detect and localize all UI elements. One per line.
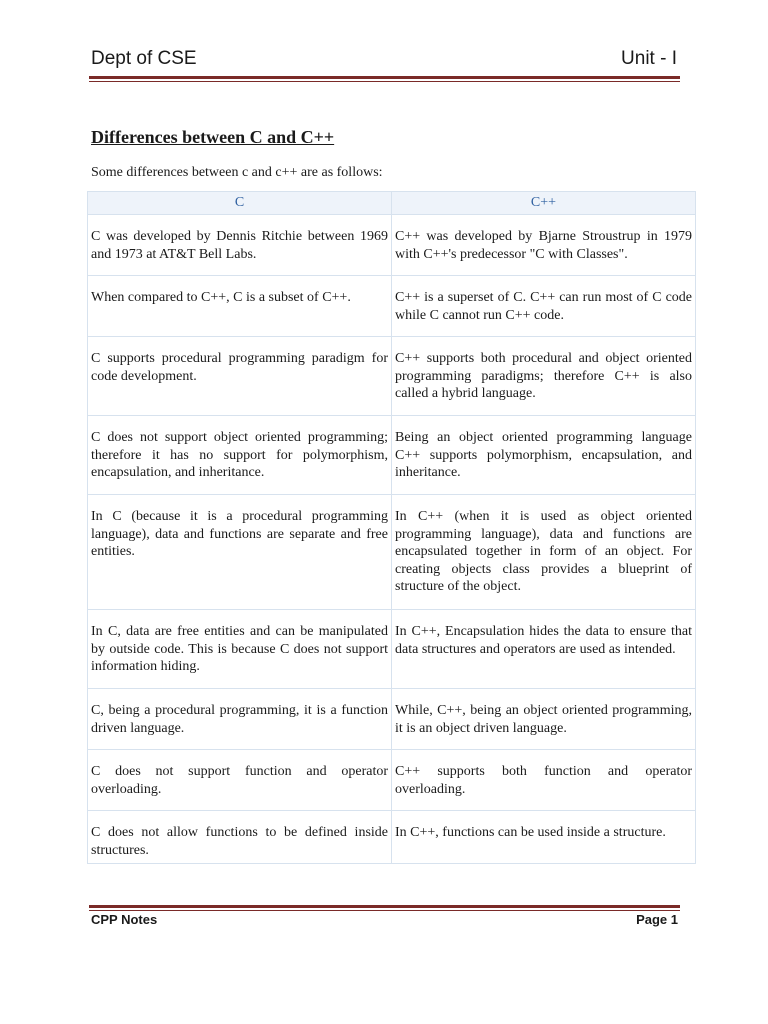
column-header-cpp: C++ (392, 192, 696, 215)
table-row (88, 750, 696, 811)
table-cell (392, 689, 696, 750)
cell-text: C++ is a superset of C. C++ can run most of C code while C cannot run C++ code. (395, 290, 692, 323)
cell-text: In C, data are free entities and can be manipulated by outside code. This is because C does not support information hiding. (91, 624, 388, 674)
table-row (88, 610, 696, 689)
table-cell (88, 610, 392, 689)
table-cell (88, 337, 392, 416)
table-cell (88, 495, 392, 610)
table-row (88, 215, 696, 276)
table-cell (392, 215, 696, 276)
footer-page-number: Page 1 (636, 912, 678, 927)
footer-rule-thick (89, 905, 680, 908)
cell-text: While, C++, being an object oriented programming, it is an object driven language. (395, 703, 692, 736)
table-cell (392, 416, 696, 495)
table-cell (88, 215, 392, 276)
cell-text: C++ supports both function and operator overloading. (395, 764, 692, 797)
table-cell (392, 610, 696, 689)
cell-text: When compared to C++, C is a subset of C++. (91, 290, 351, 305)
table-cell (88, 689, 392, 750)
header-department: Dept of CSE (91, 48, 197, 69)
table-cell (392, 495, 696, 610)
cell-text: C was developed by Dennis Ritchie between 1969 and 1973 at AT&T Bell Labs. (91, 229, 388, 262)
comparison-table (87, 191, 696, 864)
section-title: Differences between C and C++ (91, 127, 335, 147)
table-row (88, 337, 696, 416)
cell-text: In C++ (when it is used as object oriented programming language), data and functions are encapsulated together in form of an object. For creating objects class provides a blueprint of structure of the object. (395, 509, 692, 594)
header-rule-thick (89, 76, 680, 79)
table-cell (392, 811, 696, 864)
table-cell (392, 276, 696, 337)
cell-text: C, being a procedural programming, it is a function driven language. (91, 703, 388, 736)
cell-text: C does not support function and operator overloading. (91, 764, 388, 797)
table-row (88, 495, 696, 610)
cell-text: C++ was developed by Bjarne Stroustrup in 1979 with C++'s predecessor "C with Classes". (395, 229, 692, 262)
table-row (88, 689, 696, 750)
cell-text: In C (because it is a procedural programming language), data and functions are separate and free entities. (91, 509, 388, 559)
table-row (88, 416, 696, 495)
header-rule-thin (89, 81, 680, 82)
table-cell (392, 750, 696, 811)
cell-text: C does not support object oriented programming; therefore it has no support for polymorphism, encapsulation, and inheritance. (91, 430, 388, 480)
table-header-row (88, 192, 696, 215)
cell-text: C++ supports both procedural and object oriented programming paradigms; therefore C++ is also called a hybrid language. (395, 351, 692, 401)
page-header (89, 48, 679, 72)
table-cell (392, 337, 696, 416)
table-row (88, 811, 696, 864)
table-row (88, 276, 696, 337)
intro-text: Some differences between c and c++ are as follows: (91, 165, 383, 180)
footer-rule-thin (89, 910, 680, 911)
cell-text: In C++, Encapsulation hides the data to ensure that data structures and operators are used as intended. (395, 624, 692, 657)
cell-text: Being an object oriented programming language C++ supports polymorphism, encapsulation, and inheritance. (395, 430, 692, 480)
cell-text: C does not allow functions to be defined inside structures. (91, 825, 388, 858)
table-cell (88, 750, 392, 811)
column-header-c: C (88, 192, 392, 215)
cell-text: In C++, functions can be used inside a structure. (395, 825, 666, 840)
table-cell (88, 416, 392, 495)
header-unit: Unit - I (621, 48, 677, 69)
table-cell (88, 276, 392, 337)
footer-notes-label: CPP Notes (91, 912, 158, 927)
cell-text: C supports procedural programming paradigm for code development. (91, 351, 388, 384)
table-cell (88, 811, 392, 864)
